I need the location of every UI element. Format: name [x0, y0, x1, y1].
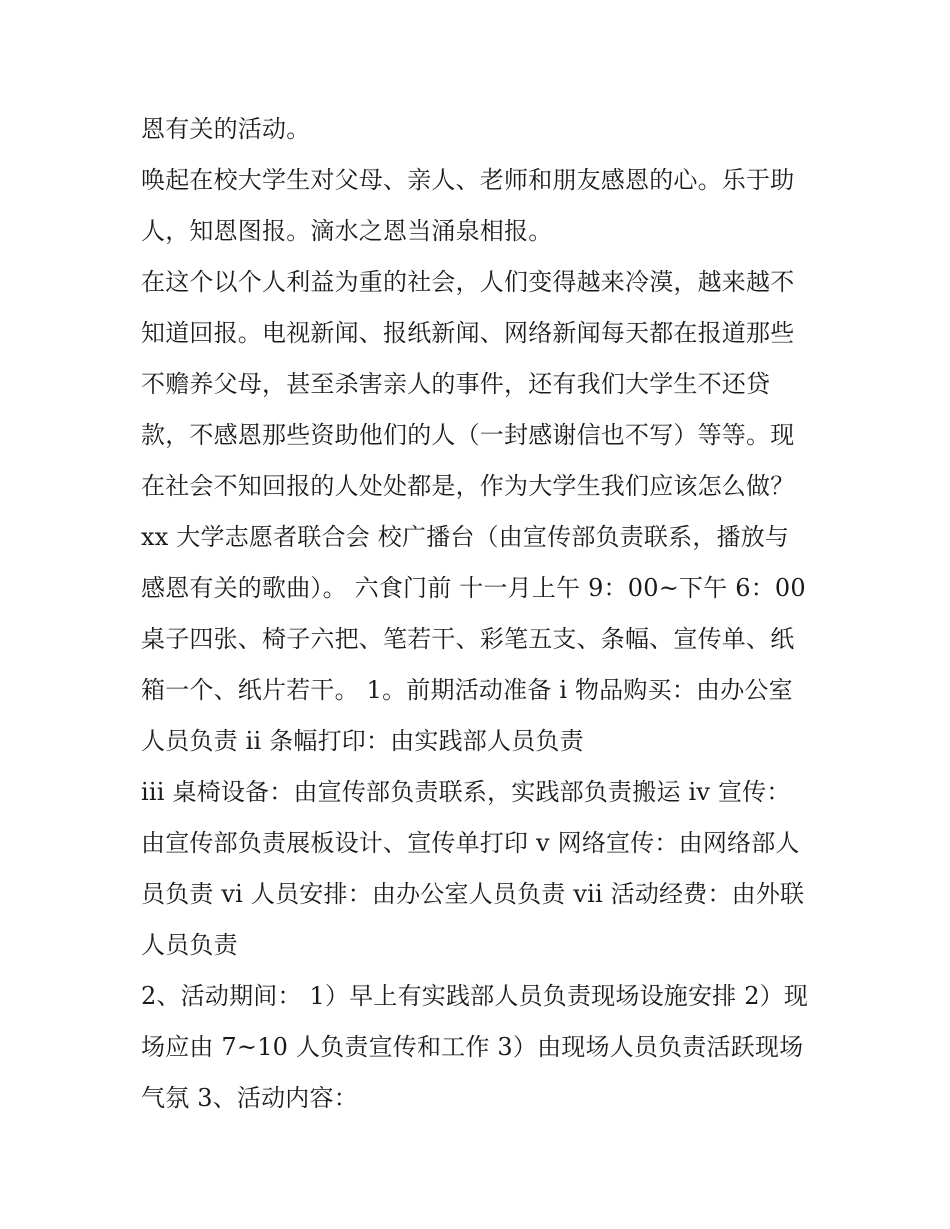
text-line: 在社会不知回报的人处处都是，作为大学生我们应该怎么做？: [141, 472, 795, 500]
text-line: 人员负责 ii 条幅打印：由实践部人员负责: [141, 727, 584, 755]
document-page: [141, 104, 821, 1124]
text-line: 恩有关的活动。: [141, 115, 311, 143]
text-line: 桌子四张、椅子六把、笔若干、彩笔五支、条幅、宣传单、纸: [141, 625, 795, 653]
text-line: 知道回报。电视新闻、报纸新闻、网络新闻每天都在报道那些: [141, 319, 795, 347]
text-line: 唤起在校大学生对父母、亲人、老师和朋友感恩的心。乐于助: [141, 166, 795, 194]
text-line: 人员负责: [141, 931, 238, 959]
text-line: 感恩有关的歌曲）。 六食门前 十一月上午 9：00~下午 6：00: [141, 574, 806, 602]
text-line: 人，知恩图报。滴水之恩当涌泉相报。: [141, 217, 553, 245]
text-line: iii 桌椅设备：由宣传部负责联系，实践部负责搬运 iv 宣传：: [141, 778, 791, 806]
text-line: 不赡养父母，甚至杀害亲人的事件，还有我们大学生不还贷: [141, 370, 771, 398]
text-line: 气氛 3、活动内容：: [141, 1084, 358, 1112]
text-line: 员负责 vi 人员安排：由办公室人员负责 vii 活动经费：由外联: [141, 880, 805, 908]
text-line: 场应由 7~10 人负责宣传和工作 3）由现场人员负责活跃现场: [141, 1033, 804, 1061]
text-line: 款，不感恩那些资助他们的人（一封感谢信也不写）等等。现: [141, 421, 795, 449]
text-line: 箱一个、纸片若干。 1。前期活动准备 i 物品购买：由办公室: [141, 676, 793, 704]
text-line: 在这个以个人利益为重的社会，人们变得越来冷漠，越来越不: [141, 268, 795, 296]
text-line: xx 大学志愿者联合会 校广播台（由宣传部负责联系，播放与: [141, 523, 790, 551]
text-line: 由宣传部负责展板设计、宣传单打印 v 网络宣传：由网络部人: [141, 829, 800, 857]
text-line: 2、活动期间： 1）早上有实践部人员负责现场设施安排 2）现: [141, 982, 809, 1010]
